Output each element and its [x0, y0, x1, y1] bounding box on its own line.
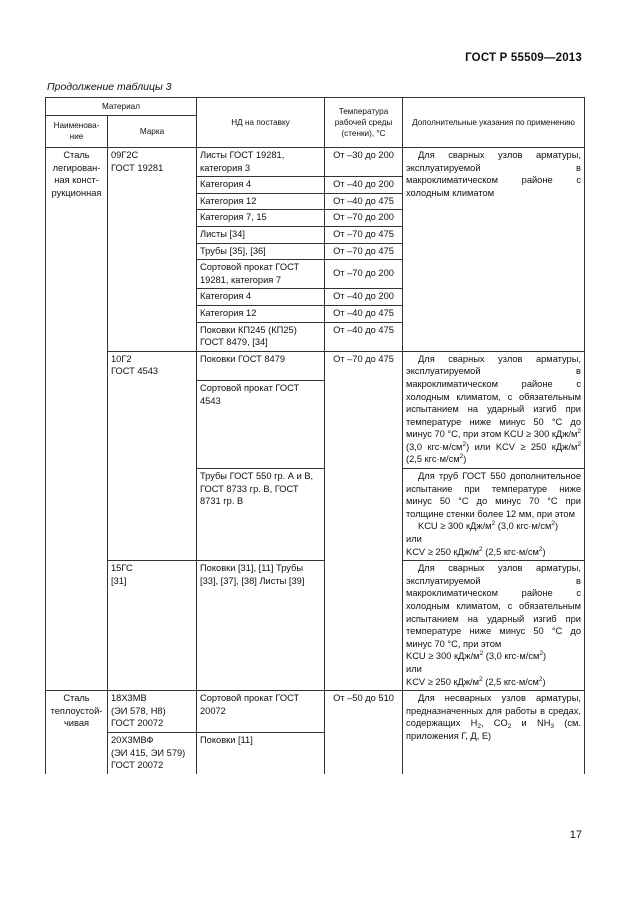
subscript: 2 — [477, 723, 481, 731]
superscript: 2 — [491, 520, 496, 528]
superscript: 2 — [459, 453, 464, 461]
note-text: ) — [543, 651, 547, 662]
material-name-alloy: Сталь легирован-ная конст-рукционная — [46, 148, 108, 691]
superscript: 2 — [538, 675, 543, 683]
mark-line: 15ГС — [111, 563, 133, 574]
note-kcu — [406, 520, 581, 533]
superscript: 2 — [479, 675, 483, 683]
materials-table — [45, 97, 585, 774]
note-text: KCU ≥ 300 кДж/м — [418, 521, 492, 532]
mark-line: 09Г2С — [111, 150, 139, 160]
nd-cell: Категория 4 — [197, 289, 325, 306]
temp-cell: От –70 до 475 — [325, 351, 403, 690]
note-kcv — [406, 676, 581, 689]
note-cell: Для сварных узлов арматуры, эксплуатируемой в макроклиматическом районе с холодным климатом — [403, 148, 585, 352]
temp-cell: От –50 до 510 — [325, 691, 403, 774]
nd-cell: Листы [34] — [197, 226, 325, 243]
nd-cell: Категория 4 — [197, 177, 325, 194]
mark-standard: ГОСТ 20072 — [111, 718, 164, 729]
mark-standard: [31] — [111, 575, 127, 586]
temp-cell: От –40 до 200 — [325, 177, 403, 194]
superscript: 2 — [577, 440, 581, 448]
nd-cell: Поковки [11] — [197, 732, 325, 773]
note-cell — [403, 561, 585, 691]
col-material: Материал — [46, 98, 197, 116]
temp-cell: От –30 до 200 — [325, 148, 403, 177]
note-text: (2,5 кгс·м/см — [482, 546, 539, 557]
note-text: KCU ≥ 300 кДж/м — [406, 651, 480, 662]
superscript: 2 — [479, 650, 484, 658]
note-text: (3,0 кгс·м/см — [483, 651, 540, 662]
superscript: 2 — [479, 545, 483, 553]
nd-cell: Сортовой прокат ГОСТ 4543 — [197, 381, 325, 469]
note-text: ) — [463, 454, 467, 465]
table-caption: Продолжение таблицы 3 — [47, 81, 172, 93]
note-text: ) — [542, 546, 546, 557]
material-name-heat: Сталь теплоустой-чивая — [46, 691, 108, 774]
mark-line: 10Г2 — [111, 353, 132, 364]
mark-20h3mvf — [108, 732, 197, 773]
mark-line: 18Х3МВ — [111, 693, 147, 704]
nd-cell: Категория 7, 15 — [197, 210, 325, 227]
nd-cell: Листы ГОСТ 19281, категория 3 — [197, 148, 325, 177]
superscript: 2 — [551, 520, 556, 528]
nd-cell: Трубы ГОСТ 550 гр. А и В, ГОСТ 8733 гр. В, ГОСТ 8731 гр. В — [197, 469, 325, 561]
note-text: (2,5 кгс·м/см — [406, 454, 460, 465]
mark-18h3mv — [108, 691, 197, 733]
note-text: и NH — [511, 718, 551, 729]
note-text: KCV ≥ 250 кДж/м — [406, 676, 480, 687]
document-code: ГОСТ Р 55509—2013 — [465, 52, 582, 64]
note-text: (3,0 кгс·м/см — [495, 521, 552, 532]
note-text: ) или KCV ≥ 250 кДж/м — [466, 441, 578, 452]
note-text: (см. приложения Г, Д, Е) — [406, 718, 581, 741]
note-text: Для сварных узлов арматуры, эксплуатируемой в макроклиматическом районе с холодным климатом, с обязательным испытанием на ударный изгиб при температуре ниже минус 50 °С до минус 70 °С, при этом — [406, 563, 581, 649]
note-or: или — [406, 663, 422, 674]
nd-cell: Категория 12 — [197, 193, 325, 210]
mark-15gs — [108, 561, 197, 691]
note-kcv — [406, 546, 581, 559]
note-cell — [403, 351, 585, 468]
note-text: KCV ≥ 250 кДж/м — [406, 546, 480, 557]
nd-cell: Поковки ГОСТ 8479 — [197, 351, 325, 380]
subscript: 2 — [507, 723, 512, 731]
col-name: Наименова-ние — [46, 116, 108, 148]
note-text: Для несварных узлов арматуры, предназначенных для работы в средах, содержащих H — [406, 693, 581, 729]
temp-cell: От –40 до 475 — [325, 305, 403, 322]
nd-cell: Категория 12 — [197, 305, 325, 322]
subscript: 3 — [550, 723, 555, 731]
col-nd: НД на поставку — [197, 98, 325, 148]
note-text: Для сварных узлов арматуры, эксплуатируемой в макроклиматическом районе с холодным климатом, с обязательным испытанием на ударный изгиб при температуре ниже минус 50 °С до минус 70 °С, при этом KCU ≥ 300 кДж/м — [406, 353, 581, 440]
note-or: или — [406, 534, 422, 545]
superscript: 2 — [539, 650, 544, 658]
note-text: (3,0 кгс·м/см — [406, 441, 463, 452]
nd-cell: Поковки КП245 (КП25) ГОСТ 8479, [34] — [197, 322, 325, 351]
mark-10g2 — [108, 351, 197, 561]
temp-cell: От –70 до 200 — [325, 260, 403, 289]
mark-line: (ЭИ 578, Н8) — [111, 705, 166, 716]
temp-cell: От –40 до 475 — [325, 322, 403, 351]
page-number: 17 — [569, 829, 582, 841]
col-temp: Температура рабочей среды (стенки), °С — [325, 98, 403, 148]
superscript: 2 — [462, 440, 467, 448]
superscript: 2 — [538, 545, 543, 553]
mark-standard: ГОСТ 4543 — [111, 366, 159, 377]
temp-cell: От –70 до 200 — [325, 210, 403, 227]
mark-standard: ГОСТ 19281 — [111, 162, 164, 173]
mark-09g2s — [108, 148, 197, 352]
col-notes: Дополнительные указания по применению — [403, 98, 585, 148]
temp-cell: От –40 до 200 — [325, 289, 403, 306]
nd-cell: Трубы [35], [36] — [197, 243, 325, 260]
note-text: ) — [555, 521, 559, 532]
mark-line: 20Х3МВФ — [111, 734, 154, 745]
nd-cell: Сортовой прокат ГОСТ 19281, категория 7 — [197, 260, 325, 289]
note-text: Для труб ГОСТ 550 дополнительное испытание при температуре ниже минус 50 °С до минус 70 °С при толщине стенки более 12 мм, при этом — [406, 471, 581, 519]
superscript: 2 — [577, 428, 582, 436]
note-text: (2,5 кгс·м/см — [482, 676, 539, 687]
note-text: ) — [542, 676, 546, 687]
temp-cell: От –70 до 475 — [325, 243, 403, 260]
mark-standard: ГОСТ 20072 — [111, 760, 164, 771]
temp-cell: От –40 до 475 — [325, 193, 403, 210]
note-cell — [403, 691, 585, 774]
note-text: , CO — [480, 718, 508, 729]
nd-cell: Поковки [31], [11] Трубы [33], [37], [38] Листы [39] — [197, 561, 325, 691]
col-mark: Марка — [108, 116, 197, 148]
mark-line: (ЭИ 415, ЭИ 579) — [111, 747, 186, 758]
nd-cell: Сортовой прокат ГОСТ 20072 — [197, 691, 325, 733]
note-cell — [403, 469, 585, 561]
note-kcu — [406, 650, 581, 663]
temp-cell: От –70 до 475 — [325, 226, 403, 243]
